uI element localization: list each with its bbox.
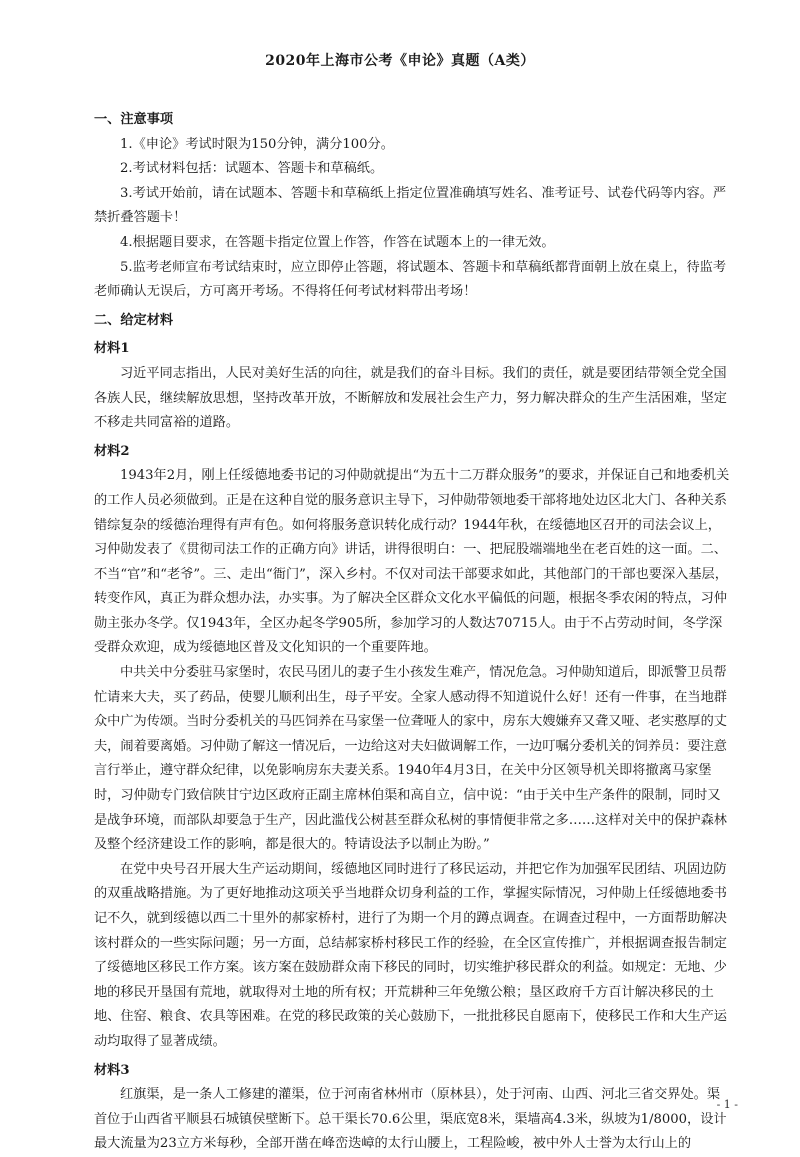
material-2-paragraph-1: 1943年2月，刚上任绥德地委书记的习仲勋就提出“为五十二万群众服务”的要求，并保证自己和地委机关的工作人员必须做到。正是在这种自觉的服务意识主导下，习仲勋带领地委干部将地处边区北大门、各种关系错综复杂的绥德治理得有声有色。如何将服务意识转化成行动？1944年秋，在绥德地区召开的司法会议上，习仲勋发表了《贯彻司法工作的正确方向》讲话，讲得很明白：一、把屁股端端地坐在老百姓的这一面。二、不当“官”和“老爷”。三、走出“衙门”，深入乡村。不仅对司法干部要求如此，其他部门的干部也要深入基层，转变作风，真正为群众想办法，办实事。为了解决全区群众文化水平偏低的问题，根据冬季农闲的特点，习仲勋主张办冬学。仅1943年，全区办起冬学905所，参加学习的人数达70715人。由于不占劳动时间，冬学深受群众欢迎，成为绥德地区普及文化知识的一个重要阵地。 (94, 468, 730, 656)
materials-heading: 二、给定材料 (94, 312, 174, 328)
material-2-label: 材料2 (94, 443, 130, 459)
material-2-paragraph-2: 中共关中分委驻马家堡时，农民马团儿的妻子生小孩发生难产，情况危急。习仲勋知道后，即派警卫员帮忙请来大夫，买了药品，使婴儿顺利出生，母子平安。全家人感动得不知道说什么好！还有一件事，在当地群众中广为传颂。当时分委机关的马匹饲养在马家堡一位聋哑人的家中，房东大嫂嫌弃又聋又哑、老实憨厚的丈夫，闹着要离婚。习仲勋了解这一情况后，一边给这对夫妇做调解工作，一边叮嘱分委机关的饲养员：要注意言行举止，遵守群众纪律，以免影响房东夫妻关系。1940年4月3日，在关中分区领导机关即将撤离马家堡时，习仲勋专门致信陕甘宁边区政府正副主席林伯渠和高自立，信中说：“由于关中生产条件的限制，同时又是战争环境，而部队却要急于生产，因此滥伐公树甚至群众私树的事情便非常之多……这样对关中的保护森林及整个经济建设工作的影响，都是很大的。特请设法予以制止为盼。” (94, 665, 727, 853)
notice-heading: 一、注意事项 (94, 112, 174, 127)
notice-item: 3.考试开始前，请在试题本、答题卡和草稿纸上指定位置准确填写姓名、准考证号、试卷代码等内容。严禁折叠答题卡！ (94, 185, 727, 226)
page-number: - 1 - (716, 1098, 738, 1111)
notice-item: 5.监考老师宣布考试结束时，应立即停止答题，将试题本、答题卡和草稿纸都背面朝上放在桌上，待监考老师确认无误后，方可离开考场。不得将任何考试材料带出考场！ (94, 259, 727, 300)
notice-item: 1.《申论》考试时限为150分钟，满分100分。 (120, 136, 394, 152)
material-1-paragraph: 习近平同志指出，人民对美好生活的向往，就是我们的奋斗目标。我们的责任，就是要团结带领全党全国各族人民，继续解放思想，坚持改革开放，不断解放和发展社会生产力，努力解决群众的生产生活困难，坚定不移走共同富裕的道路。 (94, 365, 727, 431)
document-title: 2020年上海市公考《申论》真题（A类） (265, 53, 535, 69)
material-3-label: 材料3 (94, 1062, 130, 1078)
notice-item: 2.考试材料包括：试题本、答题卡和草稿纸。 (120, 161, 384, 177)
document-body (94, 104, 730, 1157)
material-1-label: 材料1 (94, 341, 130, 357)
material-3-paragraph: 红旗渠，是一条人工修建的灌渠，位于河南省林州市（原林县），处于河南、山西、河北三省交界处。渠首位于山西省平顺县石城镇侯壁断下。总干渠长70.6公里，渠底宽8米，渠墙高4.3米，纵坡为1/8000，设计最大流量为23立方米每秒，全部开凿在峰峦迭嶂的太行山腰上，工程险峻，被中外人士誉为太行山上的 (94, 1087, 727, 1152)
notice-item: 4.根据题目要求，在答题卡指定位置上作答，作答在试题本上的一律无效。 (120, 234, 555, 250)
material-2-paragraph-3: 在党中央号召开展大生产运动期间，绥德地区同时进行了移民运动，并把它作为加强军民团结、巩固边防的双重战略措施。为了更好地推动这项关乎当地群众切身利益的工作，掌握实际情况，习仲勋上任绥德地委书记不久，就到绥德以西二十里外的郝家桥村，进行了为期一个月的蹲点调查。在调查过程中，一方面帮助解决该村群众的一些实际问题；另一方面，总结郝家桥村移民工作的经验，在全区宣传推广，并根据调查报告制定了绥德地区移民工作方案。该方案在鼓励群众南下移民的同时，切实维护移民群众的利益。如规定：无地、少地的移民开垦国有荒地，就取得对土地的所有权；开荒耕种三年免缴公粮；垦区政府千方百计解决移民的土地、住窑、粮食、农具等困难。在党的移民政策的关心鼓励下，一批批移民自愿南下，使移民工作和大生产运动均取得了显著成绩。 (94, 861, 727, 1049)
